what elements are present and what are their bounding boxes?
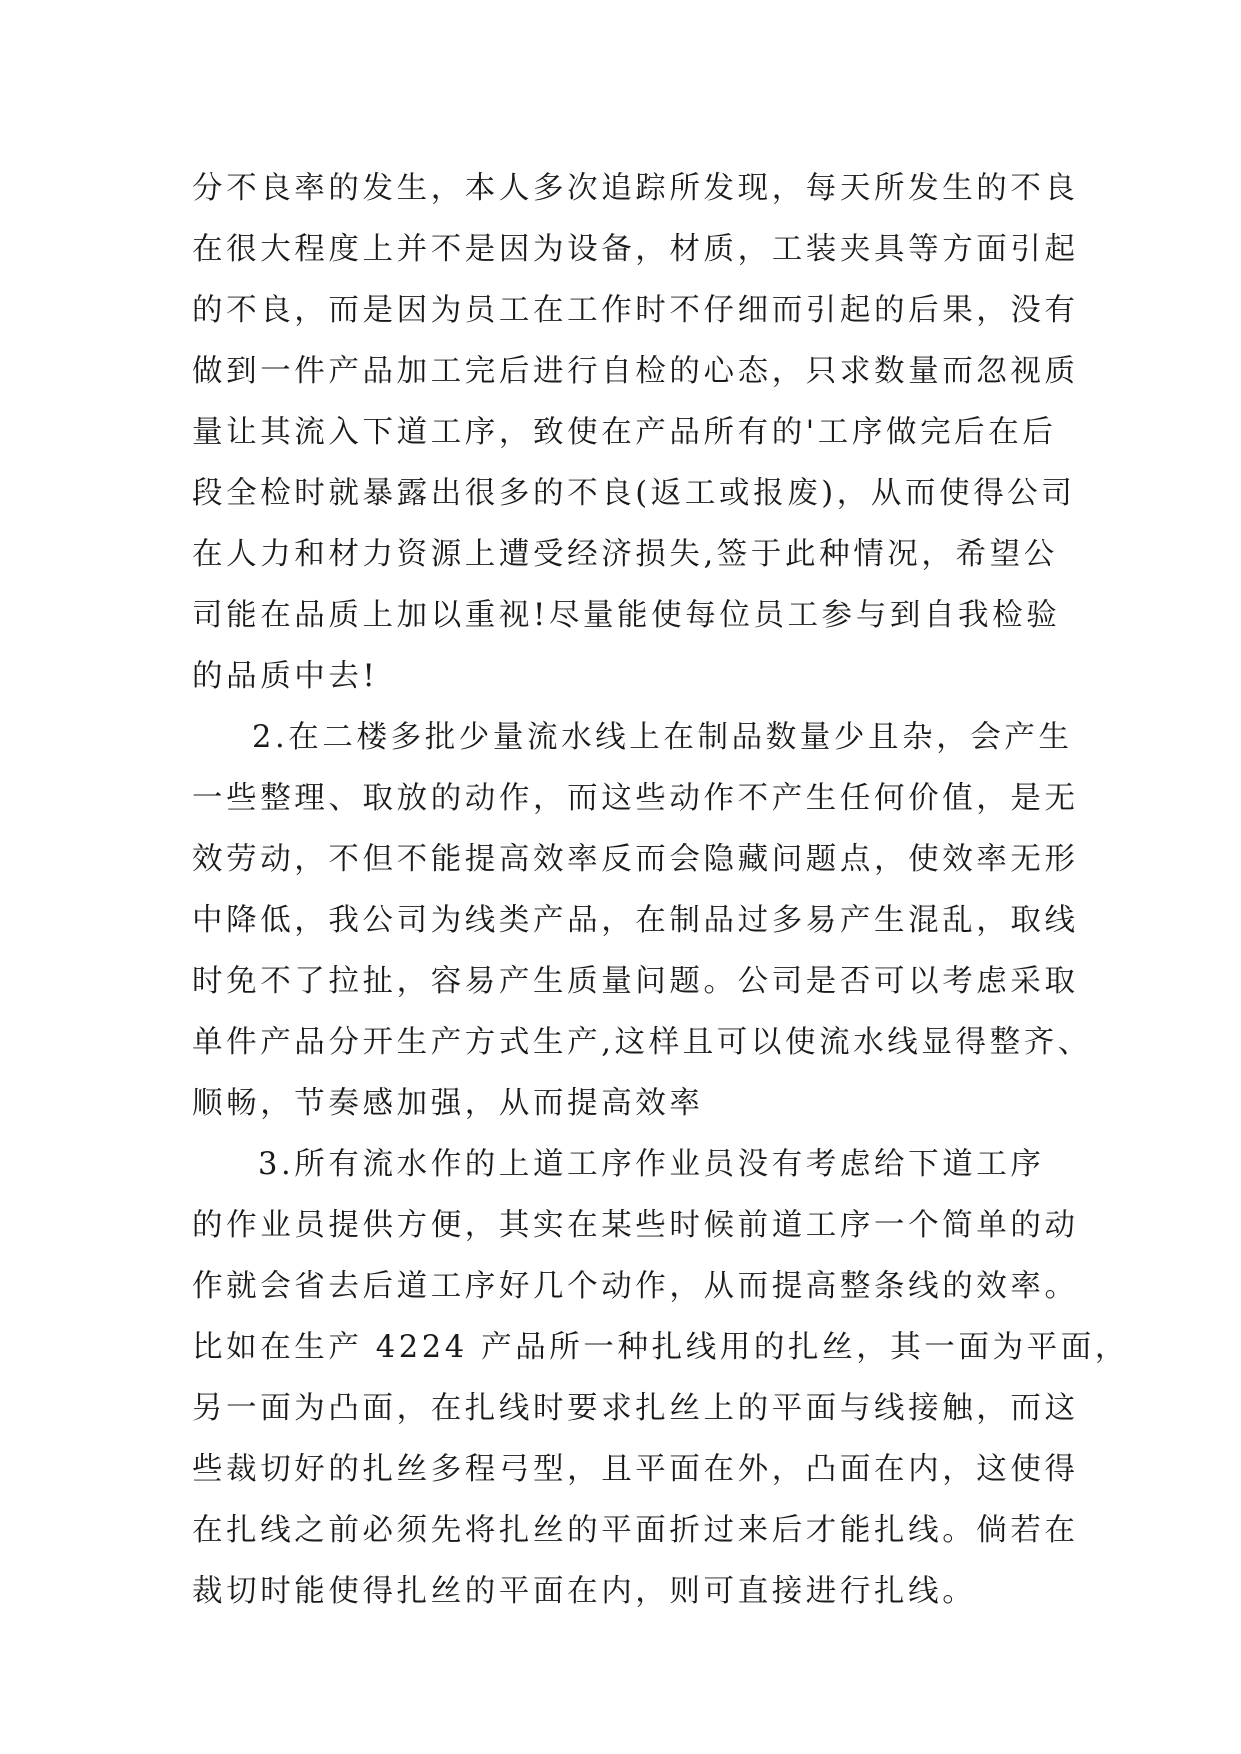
paragraph-line: 分不良率的发生，本人多次追踪所发现，每天所发生的不良 <box>192 171 1079 206</box>
paragraph-line: 量让其流入下道工序，致使在产品所有的'工序做完后在后 <box>192 415 1057 450</box>
paragraph-line: 3.所有流水作的上道工序作业员没有考虑给下道工序 <box>258 1147 1045 1182</box>
paragraph-line: 在人力和材力资源上遭受经济损失,签于此种情况，希望公 <box>192 537 1058 572</box>
paragraph-3 <box>192 1134 1130 1622</box>
paragraph-1 <box>192 158 1079 707</box>
paragraph-line: 一些整理、取放的动作，而这些动作不产生任何价值，是无 <box>192 781 1079 816</box>
document-body <box>192 158 1130 1622</box>
paragraph-line: 中降低，我公司为线类产品，在制品过多易产生混乱，取线 <box>192 903 1079 938</box>
paragraph-line: 段全检时就暴露出很多的不良(返工或报废)，从而使得公司 <box>192 476 1076 511</box>
paragraph-line: 的品质中去! <box>192 659 379 694</box>
paragraph-2 <box>192 707 1092 1134</box>
paragraph-line: 司能在品质上加以重视!尽量能使每位员工参与到自我检验 <box>192 598 1061 633</box>
paragraph-line: 效劳动，不但不能提高效率反而会隐藏问题点，使效率无形 <box>192 842 1079 877</box>
paragraph-line: 的不良，而是因为员工在工作时不仔细而引起的后果，没有 <box>192 293 1079 328</box>
paragraph-line: 另一面为凸面，在扎线时要求扎丝上的平面与线接触，而这 <box>192 1391 1079 1426</box>
paragraph-line: 在扎线之前必须先将扎丝的平面折过来后才能扎线。倘若在 <box>192 1513 1079 1548</box>
paragraph-line: 的作业员提供方便，其实在某些时候前道工序一个简单的动 <box>192 1208 1079 1243</box>
paragraph-line: 2.在二楼多批少量流水线上在制品数量少且杂，会产生 <box>252 720 1073 755</box>
paragraph-line: 些裁切好的扎丝多程弓型，且平面在外，凸面在内，这使得 <box>192 1452 1079 1487</box>
paragraph-line: 做到一件产品加工完后进行自检的心态，只求数量而忽视质 <box>192 354 1079 389</box>
paragraph-line: 时免不了拉扯，容易产生质量问题。公司是否可以考虑采取 <box>192 964 1079 999</box>
paragraph-line: 裁切时能使得扎丝的平面在内，则可直接进行扎线。 <box>192 1574 977 1609</box>
paragraph-line: 在很大程度上并不是因为设备，材质，工装夹具等方面引起 <box>192 232 1079 267</box>
paragraph-line: 作就会省去后道工序好几个动作，从而提高整条线的效率。 <box>192 1269 1079 1304</box>
paragraph-line: 比如在生产 4224 产品所一种扎线用的扎丝，其一面为平面， <box>192 1330 1130 1365</box>
paragraph-line: 单件产品分开生产方式生产,这样且可以使流水线显得整齐、 <box>192 1025 1092 1060</box>
paragraph-line: 顺畅，节奏感加强，从而提高效率 <box>192 1086 704 1121</box>
